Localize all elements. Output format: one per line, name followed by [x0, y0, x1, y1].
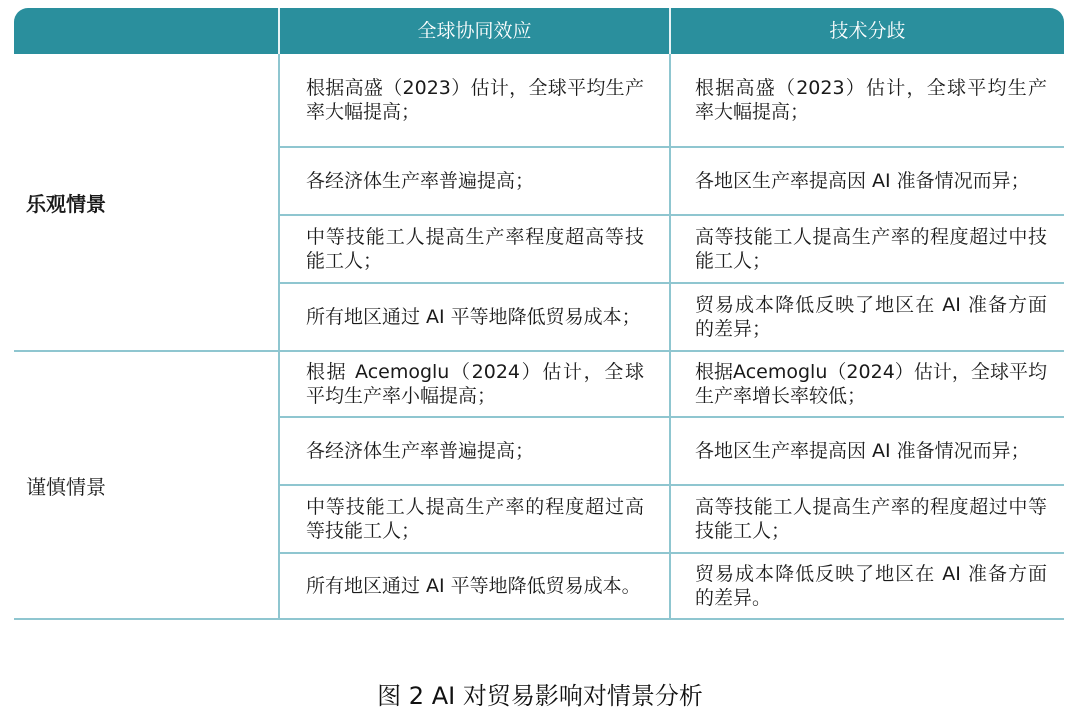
- figure-caption: 图 2 AI 对贸易影响对情景分析: [377, 682, 703, 710]
- table-header: [14, 8, 1064, 54]
- table-cell: 各经济体生产率普遍提高；: [306, 440, 535, 462]
- table-cell: 中等技能工人提高生产率程度超高等技能工人；: [306, 226, 644, 272]
- scenario-label-cautious: 谨慎情景: [26, 474, 106, 499]
- table-cell: 根据 Acemoglu（2024）估计，全球平均生产率小幅提高；: [306, 361, 644, 407]
- column-divider: [669, 54, 671, 620]
- table-cell: 各地区生产率提高因 AI 准备情况而异；: [695, 440, 1030, 462]
- table-bottom-border: [14, 618, 1064, 620]
- table-cell: 高等技能工人提高生产率的程度超过中技能工人；: [695, 226, 1047, 272]
- column-header-global-synergy: 全球协同效应: [417, 20, 532, 42]
- table-cell: 贸易成本降低反映了地区在 AI 准备方面的差异。: [695, 563, 1047, 609]
- table-cell: 各经济体生产率普遍提高；: [306, 170, 535, 192]
- table-cell: 贸易成本降低反映了地区在 AI 准备方面的差异；: [695, 294, 1047, 340]
- table-cell: 所有地区通过 AI 平等地降低贸易成本；: [306, 306, 641, 328]
- table-cell: 中等技能工人提高生产率的程度超过高等技能工人；: [306, 496, 644, 542]
- table-cell: 所有地区通过 AI 平等地降低贸易成本。: [306, 575, 641, 597]
- table-cell: 根据Acemoglu（2024）估计，全球平均生产率增长率较低；: [695, 361, 1047, 407]
- column-header-tech-divergence: 技术分歧: [829, 20, 906, 42]
- table-cell: 高等技能工人提高生产率的程度超过中等技能工人；: [695, 496, 1047, 542]
- table-body: [14, 54, 1064, 620]
- column-divider: [278, 54, 280, 620]
- scenario-label-optimistic: 乐观情景: [26, 191, 106, 216]
- table-cell: 根据高盛（2023）估计，全球平均生产率大幅提高；: [306, 77, 644, 123]
- table-cell: 各地区生产率提高因 AI 准备情况而异；: [695, 170, 1030, 192]
- scenario-table: [14, 8, 1064, 620]
- table-cell: 根据高盛（2023）估计，全球平均生产率大幅提高；: [695, 77, 1047, 123]
